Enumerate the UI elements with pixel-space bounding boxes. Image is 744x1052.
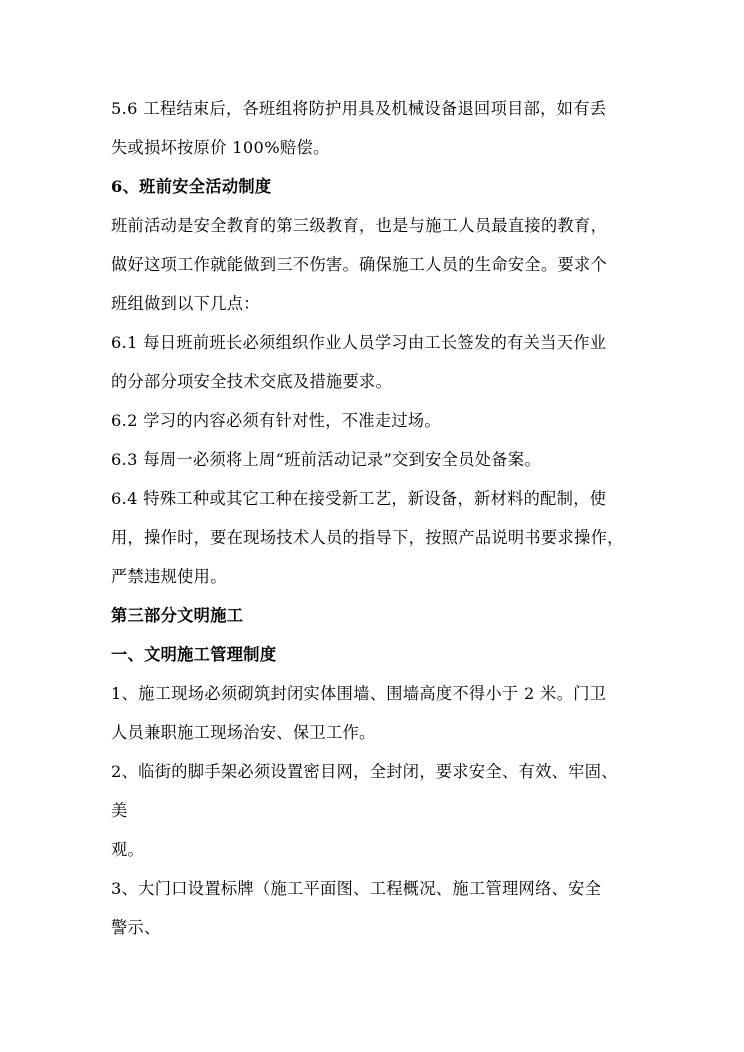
text-line: 警示、 [111, 918, 161, 937]
text-line: 美 [111, 801, 128, 820]
text-line: 6.2 学习的内容必须有针对性，不准走过场。 [111, 411, 441, 430]
text-line: 失或损坏按原价 100%赔偿。 [111, 138, 330, 157]
text-line: 2、临街的脚手架必须设置密目网，全封闭，要求安全、有效、牢固、 [111, 762, 618, 781]
text-line: 观。 [111, 840, 145, 859]
text-line: 人员兼职施工现场治安、保卫工作。 [111, 723, 376, 742]
text-line: 6.4 特殊工种或其它工种在接受新工艺，新设备，新材料的配制，使 [111, 489, 607, 508]
text-line: 3、大门口设置标牌（施工平面图、工程概况、施工管理网络、安全 [111, 879, 602, 898]
text-line: 班前活动是安全教育的第三级教育，也是与施工人员最直接的教育， [111, 216, 608, 235]
section-heading: 一、文明施工管理制度 [111, 645, 277, 664]
section-heading: 6、班前安全活动制度 [111, 177, 272, 196]
text-line: 6.3 每周一必须将上周“班前活动记录”交到安全员处备案。 [111, 450, 541, 469]
text-line: 5.6 工程结束后，各班组将防护用具及机械设备退回项目部，如有丢 [111, 99, 607, 118]
part-heading: 第三部分文明施工 [111, 606, 244, 625]
text-line: 用，操作时，要在现场技术人员的指导下，按照产品说明书要求操作， [111, 528, 624, 547]
text-line: 1、施工现场必须砌筑封闭实体围墙、围墙高度不得小于 2 米。门卫 [111, 684, 607, 703]
text-line: 严禁违规使用。 [111, 567, 227, 586]
text-line: 的分部分项安全技术交底及措施要求。 [111, 372, 393, 391]
text-line: 做好这项工作就能做到三不伤害。确保施工人员的生命安全。要求个 [111, 255, 608, 274]
text-line: 6.1 每日班前班长必须组织作业人员学习由工长签发的有关当天作业 [111, 333, 607, 352]
text-line: 班组做到以下几点： [111, 294, 260, 313]
